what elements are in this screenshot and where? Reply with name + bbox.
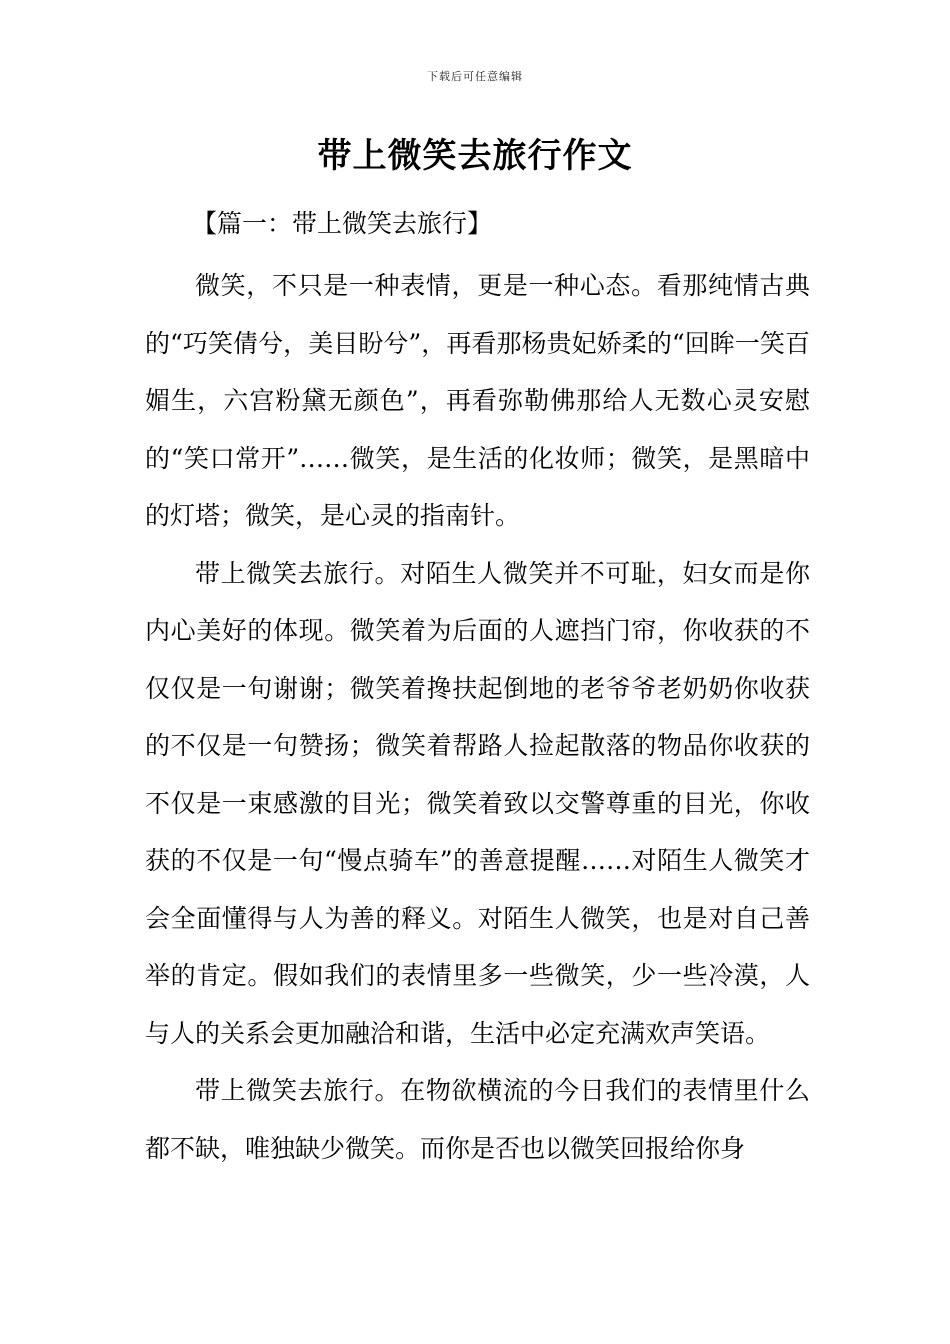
- header-note: 下载后可任意编辑: [427, 70, 523, 83]
- paragraph-1: 微笑，不只是一种表情，更是一种心态。看那纯情古典的“巧笑倩兮，美目盼兮”，再看那杨贵妃娇柔的“回眸一笑百媚生，六宫粉黛无颜色”，再看弥勒佛那给人无数心灵安慰的“笑口常开”……微笑，是生活的化妆师；微笑，是黑暗中的灯塔；微笑，是心灵的指南针。: [145, 271, 810, 530]
- section-heading: 【篇一：带上微笑去旅行】: [192, 209, 493, 238]
- document-title: 带上微笑去旅行作文: [317, 136, 633, 176]
- paragraph-3: 带上微笑去旅行。在物欲横流的今日我们的表情里什么都不缺，唯独缺少微笑。而你是否也以微笑回报给你身: [145, 1076, 810, 1163]
- article-body: [145, 257, 810, 1177]
- paragraph-2: 带上微笑去旅行。对陌生人微笑并不可耻，妇女而是你内心美好的体现。微笑着为后面的人遮挡门帘，你收获的不仅仅是一句谢谢；微笑着搀扶起倒地的老爷爷老奶奶你收获的不仅是一句赞扬；微笑着帮路人捡起散落的物品你收获的不仅是一束感激的目光；微笑着致以交警尊重的目光，你收获的不仅是一句“慢点骑车”的善意提醒……对陌生人微笑才会全面懂得与人为善的释义。对陌生人微笑，也是对自己善举的肯定。假如我们的表情里多一些微笑，少一些冷漠，人与人的关系会更加融洽和谐，生活中必定充满欢声笑语。: [145, 558, 810, 1048]
